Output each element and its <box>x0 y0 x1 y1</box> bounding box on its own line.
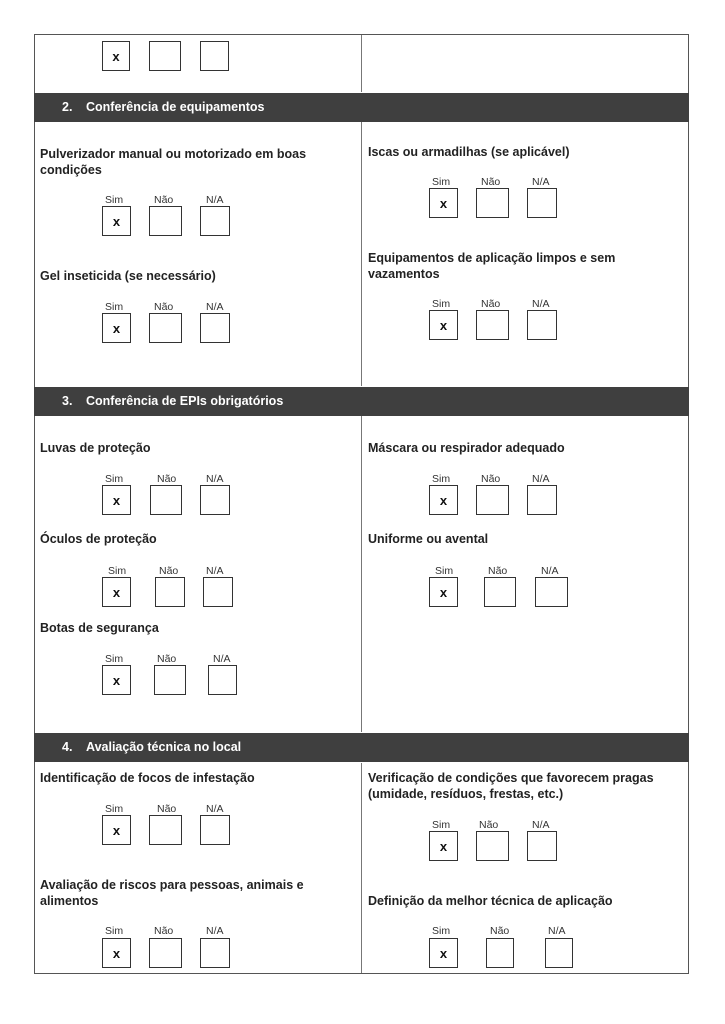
option-sim-label: Sim <box>432 298 451 310</box>
option-sim-label: Sim <box>432 819 451 831</box>
option-sim-label: Sim <box>432 925 451 937</box>
option-nao-label: Não <box>481 473 501 485</box>
option-na-label: N/A <box>206 925 224 937</box>
checkbox-nao[interactable] <box>476 485 509 515</box>
item-label: Iscas ou armadilhas (se aplicável) <box>368 145 570 159</box>
checkbox-na[interactable] <box>208 665 237 695</box>
option-na-label: N/A <box>213 653 231 665</box>
column-divider <box>361 416 362 732</box>
checkbox-nao[interactable] <box>149 313 182 343</box>
option-na-label: N/A <box>532 176 550 188</box>
checkbox-nao[interactable] <box>484 577 516 607</box>
option-na-label: N/A <box>206 301 224 313</box>
option-nao-label: Não <box>157 803 177 815</box>
item-label: Luvas de proteção <box>40 441 151 455</box>
checkbox-na[interactable] <box>200 206 230 236</box>
item-label: Verificação de condições que favorecem pragas (umidade, resíduos, frestas, etc.) <box>368 771 654 801</box>
checkbox-nao[interactable] <box>149 41 181 71</box>
item-label: Avaliação de riscos para pessoas, animais e alimentos <box>40 878 304 908</box>
option-sim-label: Sim <box>105 194 124 206</box>
checkbox-na[interactable] <box>527 310 557 340</box>
item-label: Pulverizador manual ou motorizado em boas condições <box>40 147 307 177</box>
checkbox-sim[interactable]: x <box>102 815 131 845</box>
option-sim-label: Sim <box>105 803 124 815</box>
checkbox-na[interactable] <box>545 938 573 968</box>
checkbox-nao[interactable] <box>149 206 182 236</box>
checkbox-sim[interactable]: x <box>429 310 458 340</box>
item-label: Gel inseticida (se necessário) <box>40 269 216 283</box>
section-header-2: 2. Conferência de equipamentos <box>34 93 689 122</box>
option-nao-label: Não <box>481 298 501 310</box>
checkbox-na[interactable] <box>203 577 233 607</box>
item-label: Identificação de focos de infestação <box>40 771 255 785</box>
checkbox-na[interactable] <box>535 577 568 607</box>
checkbox-nao[interactable] <box>150 485 182 515</box>
checkbox-sim[interactable]: x <box>102 665 131 695</box>
option-sim-label: Sim <box>108 565 127 577</box>
option-nao-label: Não <box>154 925 174 937</box>
option-na-label: N/A <box>206 565 224 577</box>
column-divider <box>361 122 362 386</box>
option-nao-label: Não <box>490 925 510 937</box>
checkbox-sim[interactable]: x <box>429 831 458 861</box>
option-na-label: N/A <box>532 298 550 310</box>
checkbox-sim[interactable]: x <box>429 938 458 968</box>
checkbox-na[interactable] <box>527 831 557 861</box>
checkbox-nao[interactable] <box>149 938 182 968</box>
item-label: Máscara ou respirador adequado <box>368 441 565 455</box>
option-nao-label: Não <box>488 565 508 577</box>
item-label: Uniforme ou avental <box>368 532 489 546</box>
checkbox-nao[interactable] <box>486 938 514 968</box>
column-divider <box>361 35 362 92</box>
option-sim-label: Sim <box>435 565 454 577</box>
checkbox-sim[interactable]: x <box>102 485 131 515</box>
item-label: Botas de segurança <box>40 621 159 635</box>
checkbox-na[interactable] <box>200 815 230 845</box>
checkbox-na[interactable] <box>200 41 229 71</box>
option-nao-label: Não <box>159 565 179 577</box>
item-label: Óculos de proteção <box>40 532 157 546</box>
option-sim-label: Sim <box>105 925 124 937</box>
option-nao-label: Não <box>154 194 174 206</box>
checkbox-sim[interactable]: x <box>429 577 458 607</box>
option-na-label: N/A <box>541 565 559 577</box>
option-nao-label: Não <box>481 176 501 188</box>
option-na-label: N/A <box>532 473 550 485</box>
checkbox-na[interactable] <box>200 313 230 343</box>
checkbox-nao[interactable] <box>476 310 509 340</box>
checkbox-sim[interactable]: x <box>102 938 131 968</box>
checkbox-nao[interactable] <box>154 665 186 695</box>
checkbox-nao[interactable] <box>155 577 185 607</box>
checkbox-sim[interactable]: x <box>102 577 131 607</box>
option-nao-label: Não <box>157 653 177 665</box>
option-na-label: N/A <box>206 803 224 815</box>
option-na-label: N/A <box>206 194 224 206</box>
item-label: Definição da melhor técnica de aplicação <box>368 894 613 908</box>
option-na-label: N/A <box>548 925 566 937</box>
checkbox-sim[interactable]: x <box>102 41 130 71</box>
section-header-4: 4. Avaliação técnica no local <box>34 733 689 762</box>
option-sim-label: Sim <box>105 473 124 485</box>
checkbox-na[interactable] <box>200 938 230 968</box>
checkbox-sim[interactable]: x <box>429 485 458 515</box>
option-na-label: N/A <box>206 473 224 485</box>
option-sim-label: Sim <box>105 301 124 313</box>
checkbox-sim[interactable]: x <box>102 313 131 343</box>
option-nao-label: Não <box>154 301 174 313</box>
checkbox-sim[interactable]: x <box>102 206 131 236</box>
option-nao-label: Não <box>157 473 177 485</box>
checkbox-sim[interactable]: x <box>429 188 458 218</box>
column-divider <box>361 763 362 973</box>
option-sim-label: Sim <box>432 473 451 485</box>
checkbox-na[interactable] <box>527 485 557 515</box>
checkbox-na[interactable] <box>527 188 557 218</box>
option-nao-label: Não <box>479 819 499 831</box>
checkbox-na[interactable] <box>200 485 230 515</box>
checkbox-nao[interactable] <box>149 815 182 845</box>
option-na-label: N/A <box>532 819 550 831</box>
item-label: Equipamentos de aplicação limpos e sem vazamentos <box>368 251 616 281</box>
option-sim-label: Sim <box>432 176 451 188</box>
checkbox-nao[interactable] <box>476 188 509 218</box>
checkbox-nao[interactable] <box>476 831 509 861</box>
section-header-3: 3. Conferência de EPIs obrigatórios <box>34 387 689 416</box>
option-sim-label: Sim <box>105 653 124 665</box>
